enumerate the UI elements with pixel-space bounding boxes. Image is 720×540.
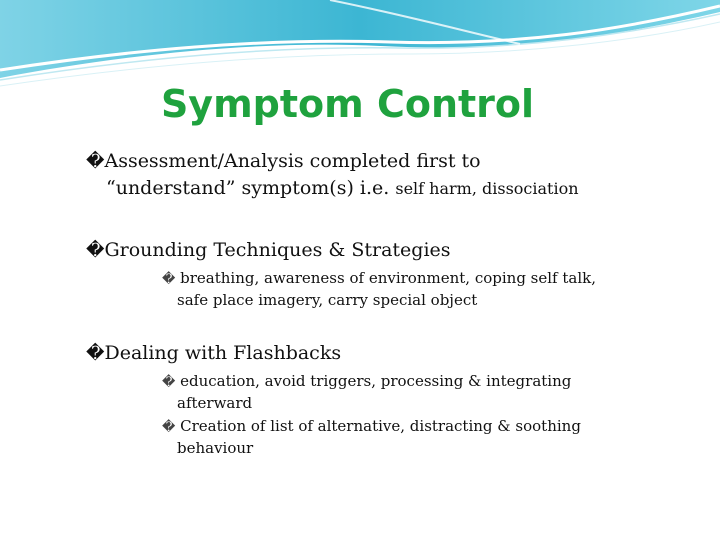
bullet-assessment — [86, 148, 686, 202]
sub-bullet-icon: � — [162, 375, 176, 390]
sub-bullet-text: Creation of list of alternative, distracting & soothing — [180, 417, 581, 435]
bullet-flashbacks — [86, 340, 686, 367]
sub-bullet-icon: � — [162, 420, 176, 435]
sub-bullet-flashback-education — [162, 371, 642, 414]
bullet-text-continuation — [86, 175, 686, 202]
sub-bullet-text: breathing, awareness of environment, coping self talk, — [180, 269, 597, 287]
bullet-icon: � — [86, 240, 105, 261]
bullet-text: Dealing with Flashbacks — [104, 342, 342, 364]
sub-bullet-icon: � — [162, 272, 176, 287]
sub-bullet-flashback-list — [162, 416, 642, 459]
sub-bullet-text: education, avoid triggers, processing & integrating — [180, 372, 572, 390]
slide-title: Symptom Control — [160, 82, 535, 126]
bullet-text: Grounding Techniques & Strategies — [104, 239, 451, 261]
bullet-grounding — [86, 237, 686, 264]
bullet-text-examples: self harm, dissociation — [395, 179, 579, 198]
sub-bullet-grounding-techniques — [162, 268, 642, 311]
sub-bullet-text-continuation: safe place imagery, carry special object — [177, 291, 478, 309]
bullet-icon: � — [86, 151, 105, 172]
sub-bullet-text-continuation: behaviour — [177, 439, 254, 457]
bullet-icon: � — [86, 343, 105, 364]
decorative-wave-header — [0, 0, 720, 90]
bullet-text-main: “understand” symptom(s) i.e. — [106, 177, 396, 199]
bullet-text: Assessment/Analysis completed first to — [104, 150, 481, 172]
sub-bullet-text-continuation: afterward — [177, 394, 253, 412]
